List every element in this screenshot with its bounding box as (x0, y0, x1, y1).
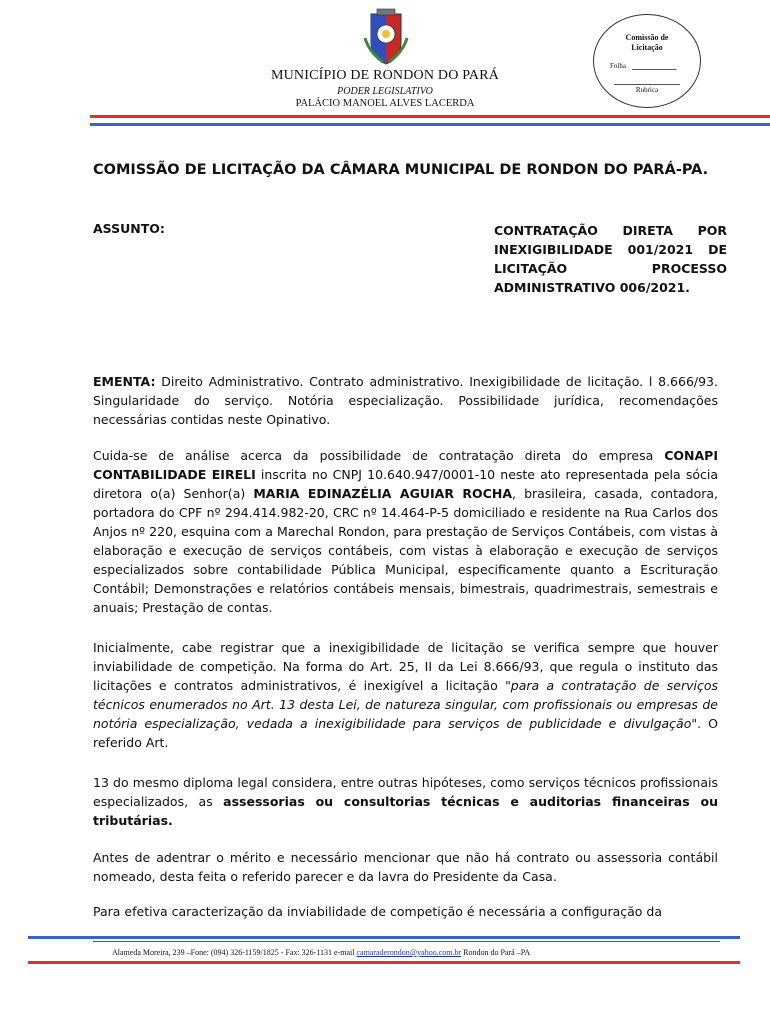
commission-stamp (593, 14, 701, 108)
footer-city: Rondon do Pará –PA (461, 948, 531, 957)
ementa-text: Direito Administrativo. Contrato administrativo. Inexigibilidade de licitação. l 8.666/93. Singularidade do serviço. Notória especialização. Possibilidade jurídica, recomendações necessárias contidas neste Opinativo. (93, 374, 718, 427)
inicial-paragraph (93, 638, 718, 752)
footer-divider-red (28, 961, 740, 964)
footer-divider-grey (93, 941, 720, 942)
header-subtitle: PODER LEGISLATIVO (337, 86, 433, 97)
stamp-rubrica-line (614, 84, 680, 85)
stamp-folha: Folha (610, 62, 626, 70)
footer-email-link[interactable]: camaraderondon@yahoo.com.br (356, 948, 462, 957)
assunto-line: LICITAÇÃO PROCESSO (494, 261, 727, 276)
header-divider-blue (90, 123, 770, 126)
ementa-label: EMENTA: (93, 374, 156, 389)
cuida-text: inscrita no CNPJ 10.640.947/0001-10 neste ato representada pela sócia diretora o(a) Senhor(a) (93, 467, 718, 501)
footer-address-text: Alameda Moreira, 239 –Fone: (094) 326-1159/1825 - Fax: 326-1131 e-mail (112, 948, 357, 957)
municipal-crest-icon (363, 8, 409, 68)
inicial-text: . O referido Art. (93, 716, 718, 750)
stamp-rubrica: Rubrica (635, 86, 659, 94)
assunto-label: ASSUNTO: (93, 221, 165, 236)
cuida-text: Cuida-se de análise acerca da possibilidade de contratação direta do empresa (93, 448, 665, 463)
para-paragraph: Para efetiva caracterização da inviabilidade de competição é necessária a configuração da (93, 904, 662, 919)
header-title: MUNICÍPIO DE RONDON DO PARÁ (270, 68, 500, 83)
stamp-title (594, 33, 700, 53)
stamp-title-line2: Licitação (631, 43, 663, 52)
article13-paragraph (93, 773, 718, 830)
stamp-title-line1: Comissão de (625, 33, 669, 42)
company-name: CONAPI CONTABILIDADE EIRELI (93, 448, 718, 482)
inicial-text: Inicialmente, cabe registrar que a inexigibilidade de licitação se verifica sempre que houver inviabilidade de competição. Na forma do Art. 25, II da Lei 8.666/93, que regula o instituto das licitações e contratos administrativos, é inexigível a licitação (93, 640, 718, 693)
assunto-value (494, 221, 727, 297)
assunto-line: CONTRATAÇÃO DIRETA POR (494, 223, 727, 238)
footer-divider-blue (28, 936, 740, 939)
header-palace: PALÁCIO MANOEL ALVES LACERDA (295, 98, 475, 109)
footer-address (112, 948, 530, 957)
article13-bold: assessorias ou consultorias técnicas e auditorias financeiras ou tributárias. (93, 794, 719, 828)
cuida-paragraph (93, 446, 718, 617)
assunto-line: INEXIGIBILIDADE 001/2021 DE (494, 242, 727, 257)
person-name: MARIA EDINAZÉLIA AGUIAR ROCHA (253, 486, 512, 501)
ementa-paragraph (93, 372, 718, 429)
header-divider-red (90, 115, 770, 118)
antes-paragraph: Antes de adentrar o mérito e necessário mencionar que não há contrato ou assessoria contábil nomeado, desta feita o referido parecer e da lavra do Presidente da Casa. (93, 850, 718, 884)
cuida-text: , brasileira, casada, contadora, portadora do CPF nº 294.414.982-20, CRC nº 14.464-P-5 domiciliado e residente na Rua Carlos dos Anjos nº 220, esquina com a Marechal Rondon, para prestação de Serviços Contábeis, com vistas à elaboração e execução de serviços contábeis, com vistas à elaboração e execução de serviços especializados sobre contabilidade Pública Municipal, especificamente quanto a Escrituração Contábil; Demonstrações e relatórios contábeis mensais, bimestrais, quadrimestrais, semestrais e anuais; Prestação de contas. (93, 486, 719, 615)
law-quote: "para a contratação de serviços técnicos enumerados no Art. 13 desta Lei, de natureza singular, com profissionais ou empresas de notória especialização, vedada a inexigibilidade para serviços de publicidade e divulgação" (93, 678, 718, 731)
assunto-line: ADMINISTRATIVO 006/2021. (494, 280, 690, 295)
stamp-folha-line (632, 69, 676, 70)
article13-text: 13 do mesmo diploma legal considera, entre outras hipóteses, como serviços técnicos profissionais especializados, as (93, 775, 718, 809)
document-title: COMISSÃO DE LICITAÇÃO DA CÂMARA MUNICIPAL DE RONDON DO PARÁ-PA. (93, 162, 709, 178)
